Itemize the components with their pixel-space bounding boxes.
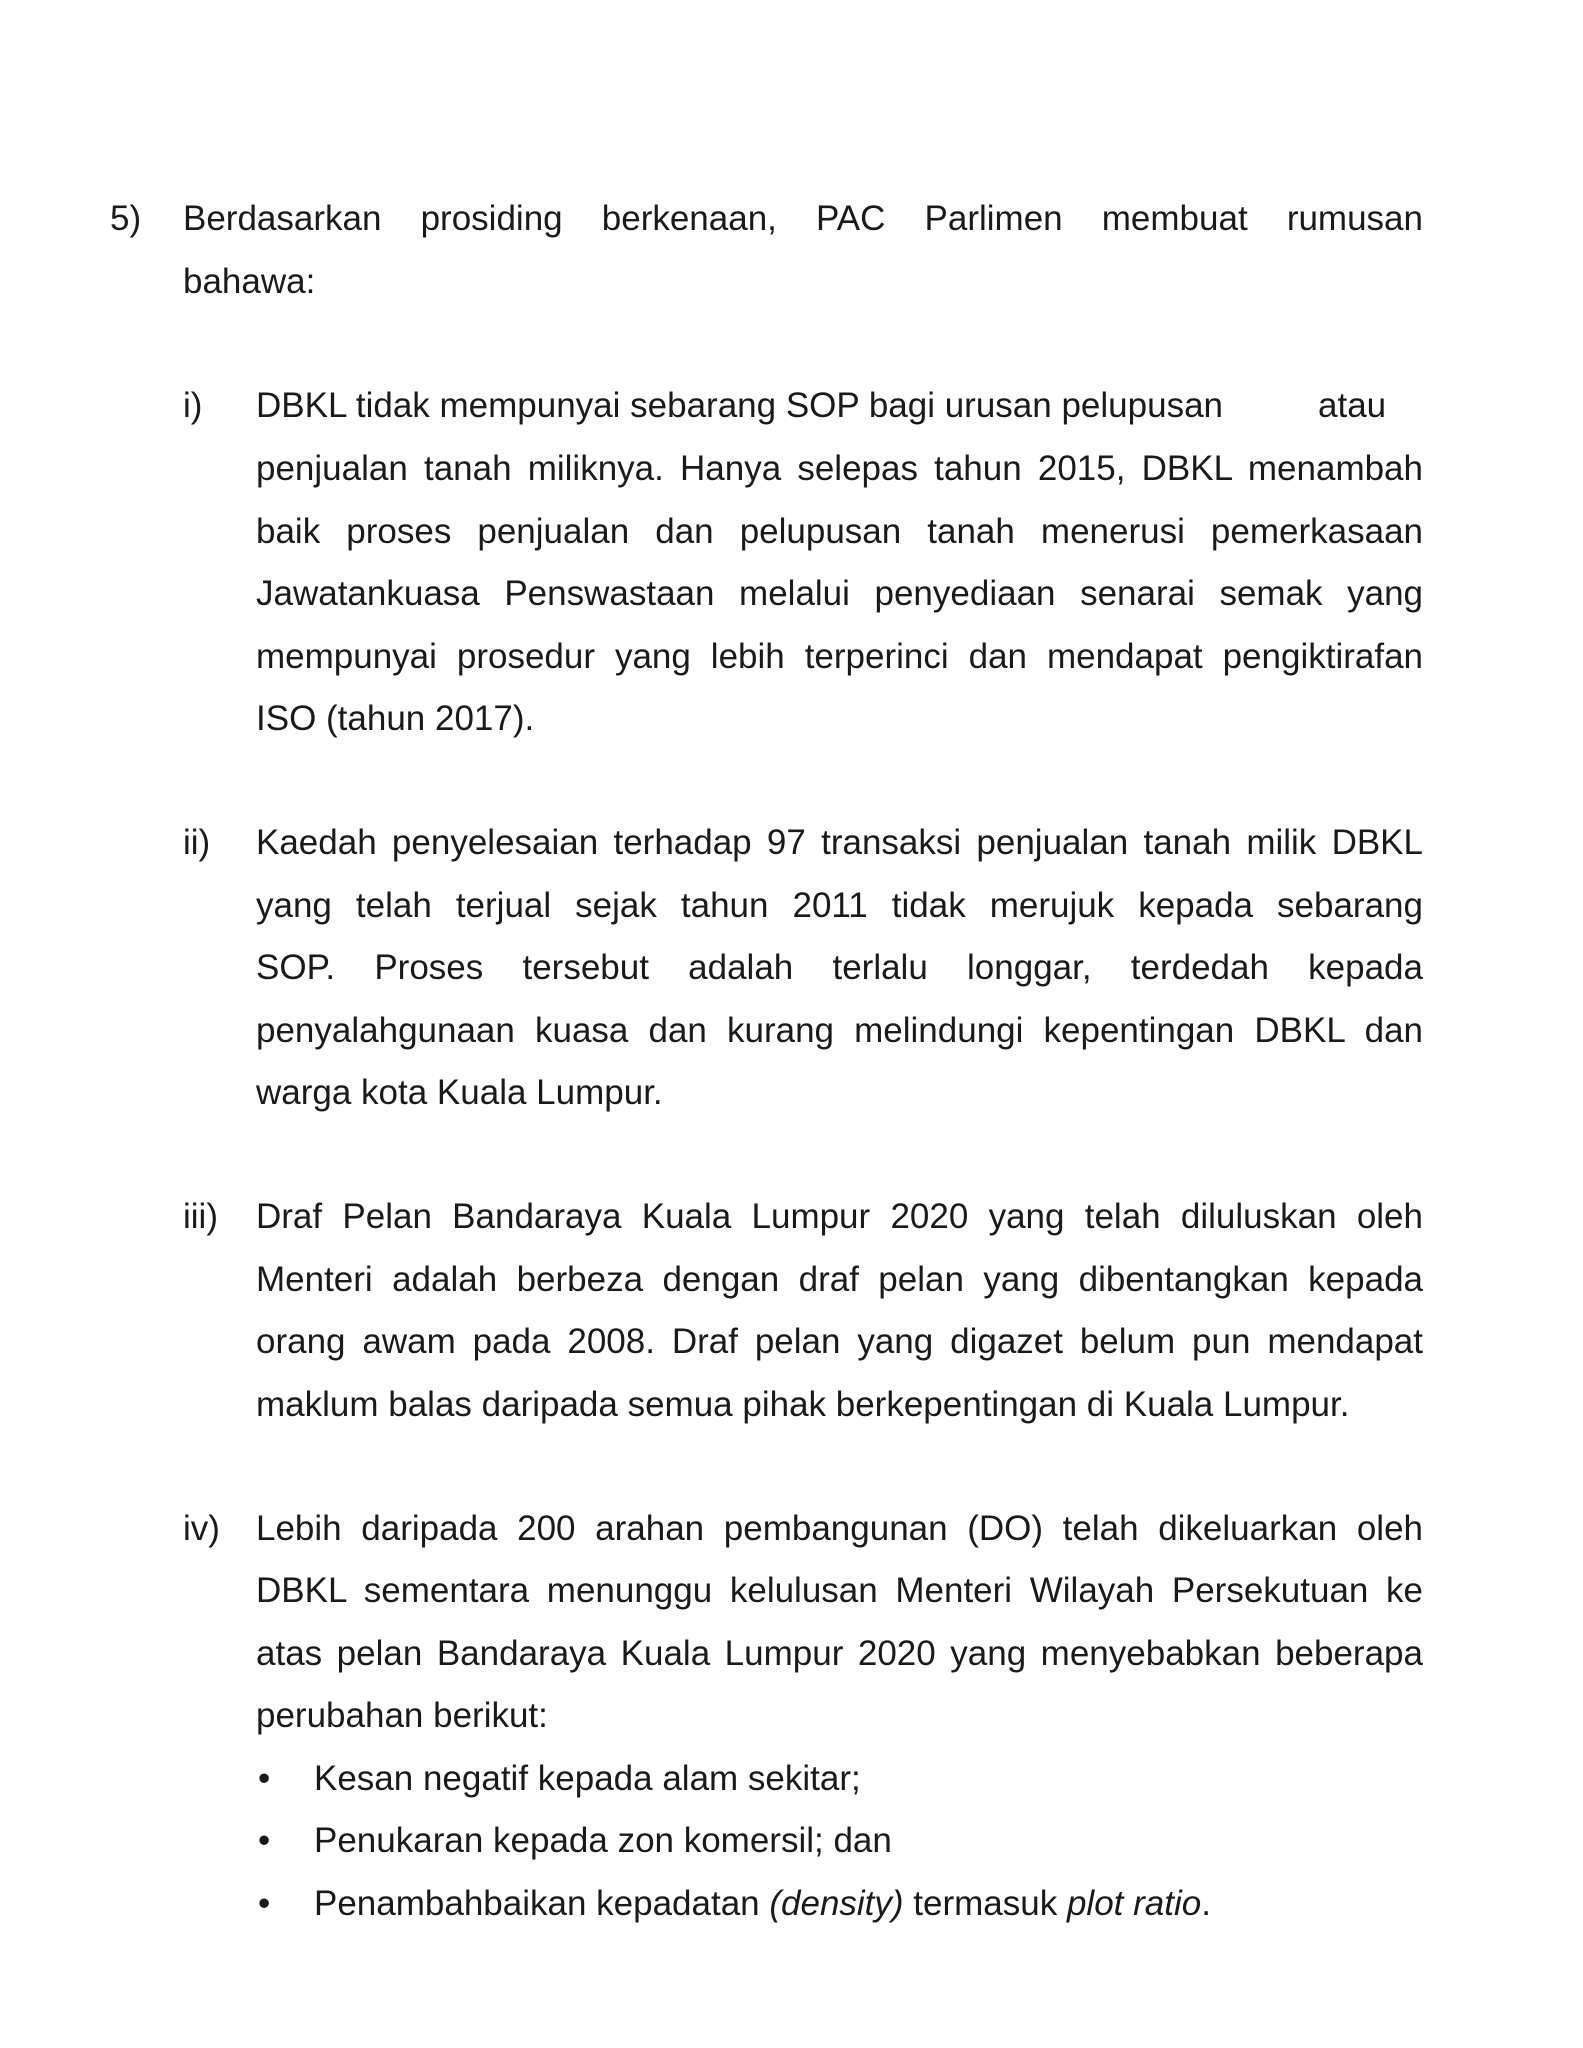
item-line: mempunyai prosedur yang lebih terperinci dan mendapat pengiktirafan (256, 637, 1423, 676)
item-line: orang awam pada 2008. Draf pelan yang digazet belum pun mendapat (256, 1322, 1423, 1361)
item-line: warga kota Kuala Lumpur. (256, 1073, 663, 1112)
bullet-text-post: . (1201, 1884, 1211, 1923)
item-line: DBKL tidak mempunyai sebarang SOP bagi urusan pelupusan (256, 386, 1223, 425)
bullet-text-pre: Penambahbaikan kepadatan (314, 1884, 770, 1923)
item-line-tail: atau (1318, 386, 1387, 425)
item-line: perubahan berikut: (256, 1696, 548, 1735)
item-line: Draf Pelan Bandaraya Kuala Lumpur 2020 yang telah diluluskan oleh (256, 1197, 1423, 1236)
bullet-text: Penukaran kepada zon komersil; dan (314, 1821, 892, 1860)
item-line: maklum balas daripada semua pihak berkepentingan di Kuala Lumpur. (256, 1385, 1350, 1424)
section-number: 5) (110, 199, 142, 238)
bullet-text-last (314, 1882, 1211, 1926)
item-line: SOP. Proses tersebut adalah terlalu longgar, terdedah kepada (256, 948, 1423, 987)
bullet-marker: • (258, 1821, 271, 1860)
item-label: iii) (183, 1197, 218, 1236)
item-line: Kaedah penyelesaian terhadap 97 transaksi penjualan tanah milik DBKL (256, 823, 1423, 862)
item-line: yang telah terjual sejak tahun 2011 tidak merujuk kepada sebarang (256, 886, 1423, 925)
bullet-text-plot-ratio: plot ratio (1066, 1884, 1202, 1923)
item-line: Lebih daripada 200 arahan pembangunan (DO) telah dikeluarkan oleh (256, 1509, 1423, 1548)
item-line: Menteri adalah berbeza dengan draf pelan yang dibentangkan kepada (256, 1260, 1423, 1299)
section-intro-line: bahawa: (183, 262, 316, 301)
item-line: penjualan tanah miliknya. Hanya selepas tahun 2015, DBKL menambah (256, 449, 1423, 488)
item-line: DBKL sementara menunggu kelulusan Menteri Wilayah Persekutuan ke (256, 1571, 1423, 1610)
bullet-marker: • (258, 1884, 271, 1923)
item-label: iv) (183, 1509, 220, 1548)
bullet-text-density: (density) (769, 1884, 904, 1923)
item-label: i) (183, 386, 203, 425)
section-intro-line: Berdasarkan prosiding berkenaan, PAC Parlimen membuat rumusan (183, 199, 1423, 238)
bullet-text: Kesan negatif kepada alam sekitar; (314, 1759, 861, 1798)
item-line: baik proses penjualan dan pelupusan tanah menerusi pemerkasaan (256, 512, 1423, 551)
bullet-text-mid: termasuk (903, 1884, 1067, 1923)
item-line: ISO (tahun 2017). (256, 699, 535, 738)
item-line: Jawatankuasa Penswastaan melalui penyediaan senarai semak yang (256, 574, 1423, 613)
bullet-marker: • (258, 1759, 271, 1798)
item-line: atas pelan Bandaraya Kuala Lumpur 2020 yang menyebabkan beberapa (256, 1634, 1423, 1673)
item-label: ii) (183, 823, 211, 862)
item-line: penyalahgunaan kuasa dan kurang melindungi kepentingan DBKL dan (256, 1011, 1423, 1050)
